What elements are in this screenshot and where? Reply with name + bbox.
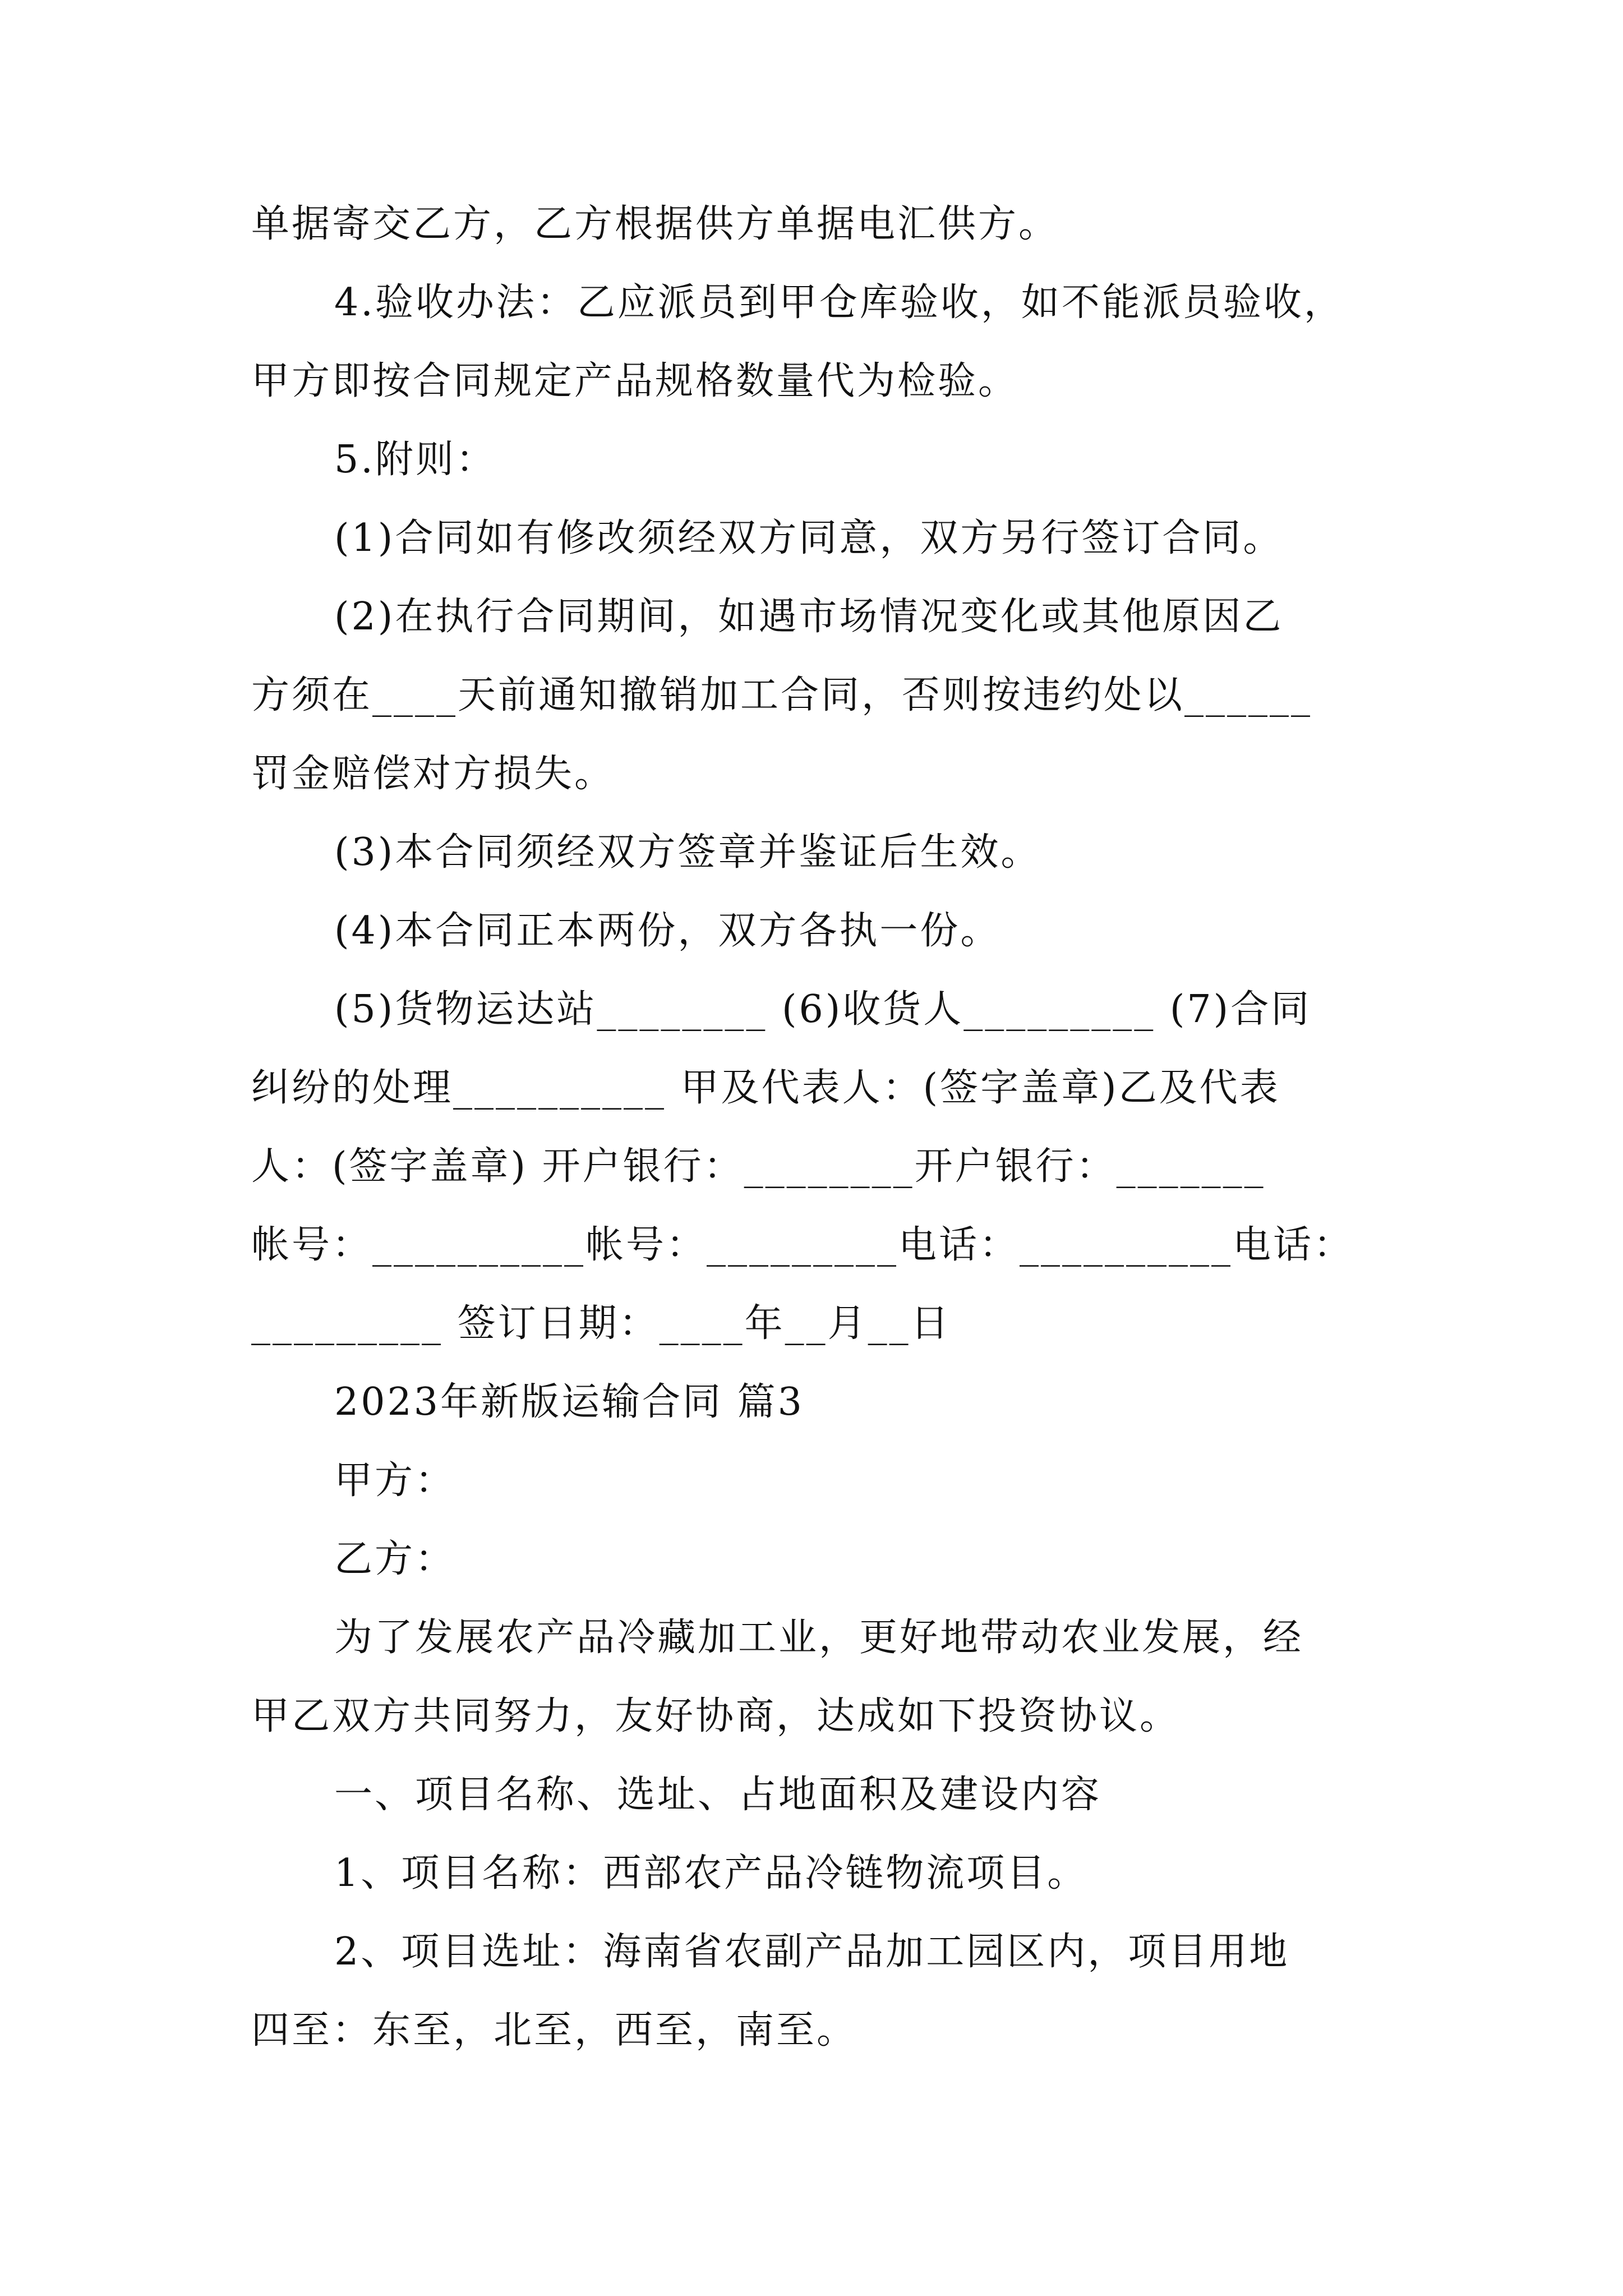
text-line-19: 为了发展农产品冷藏加工业，更好地带动农业发展，经 — [334, 1616, 1304, 1660]
text-line-21: 一、项目名称、选址、占地面积及建设内容 — [334, 1773, 1102, 1817]
text-line-8: 罚金赔偿对方损失。 — [251, 752, 615, 796]
text-line-15: _________ 签订日期：____年__月__日 — [251, 1301, 951, 1346]
party-a-line: 甲方： — [334, 1458, 456, 1503]
section-heading: 2023年新版运输合同 篇3 — [334, 1380, 804, 1424]
text-line-14: 帐号：__________帐号：_________电话：__________电话： — [251, 1223, 1354, 1267]
text-line-12: 纠纷的处理__________ 甲及代表人：(签字盖章)乙及代表 — [251, 1066, 1280, 1110]
text-line-1: 单据寄交乙方，乙方根据供方单据电汇供方。 — [251, 202, 1059, 246]
text-line-5: (1)合同如有修改须经双方同意，双方另行签订合同。 — [334, 516, 1284, 560]
text-line-4: 5.附则： — [334, 438, 496, 482]
text-line-7: 方须在____天前通知撤销加工合同，否则按违约处以______ — [251, 673, 1313, 717]
text-line-24: 四至：东至，北至，西至，南至。 — [251, 2008, 857, 2053]
text-line-6: (2)在执行合同期间，如遇市场情况变化或其他原因乙 — [334, 595, 1284, 639]
text-line-9: (3)本合同须经双方签章并鉴证后生效。 — [334, 830, 1041, 875]
text-line-23: 2、项目选址：海南省农副产品加工园区内，项目用地 — [334, 1930, 1290, 1974]
text-line-11: (5)货物运达站________ (6)收货人_________ (7)合同 — [334, 987, 1312, 1032]
text-line-3: 甲方即按合同规定产品规格数量代为检验。 — [251, 359, 1019, 403]
text-line-20: 甲乙双方共同努力，友好协商，达成如下投资协议。 — [251, 1694, 1181, 1738]
text-line-13: 人：(签字盖章) 开户银行：________开户银行：_______ — [251, 1144, 1266, 1189]
text-line-22: 1、项目名称：西部农产品冷链物流项目。 — [334, 1851, 1088, 1895]
text-line-2: 4.验收办法：乙应派员到甲仓库验收，如不能派员验收， — [334, 280, 1344, 325]
text-line-10: (4)本合同正本两份，双方各执一份。 — [334, 909, 1001, 953]
party-b-line: 乙方： — [334, 1537, 456, 1581]
